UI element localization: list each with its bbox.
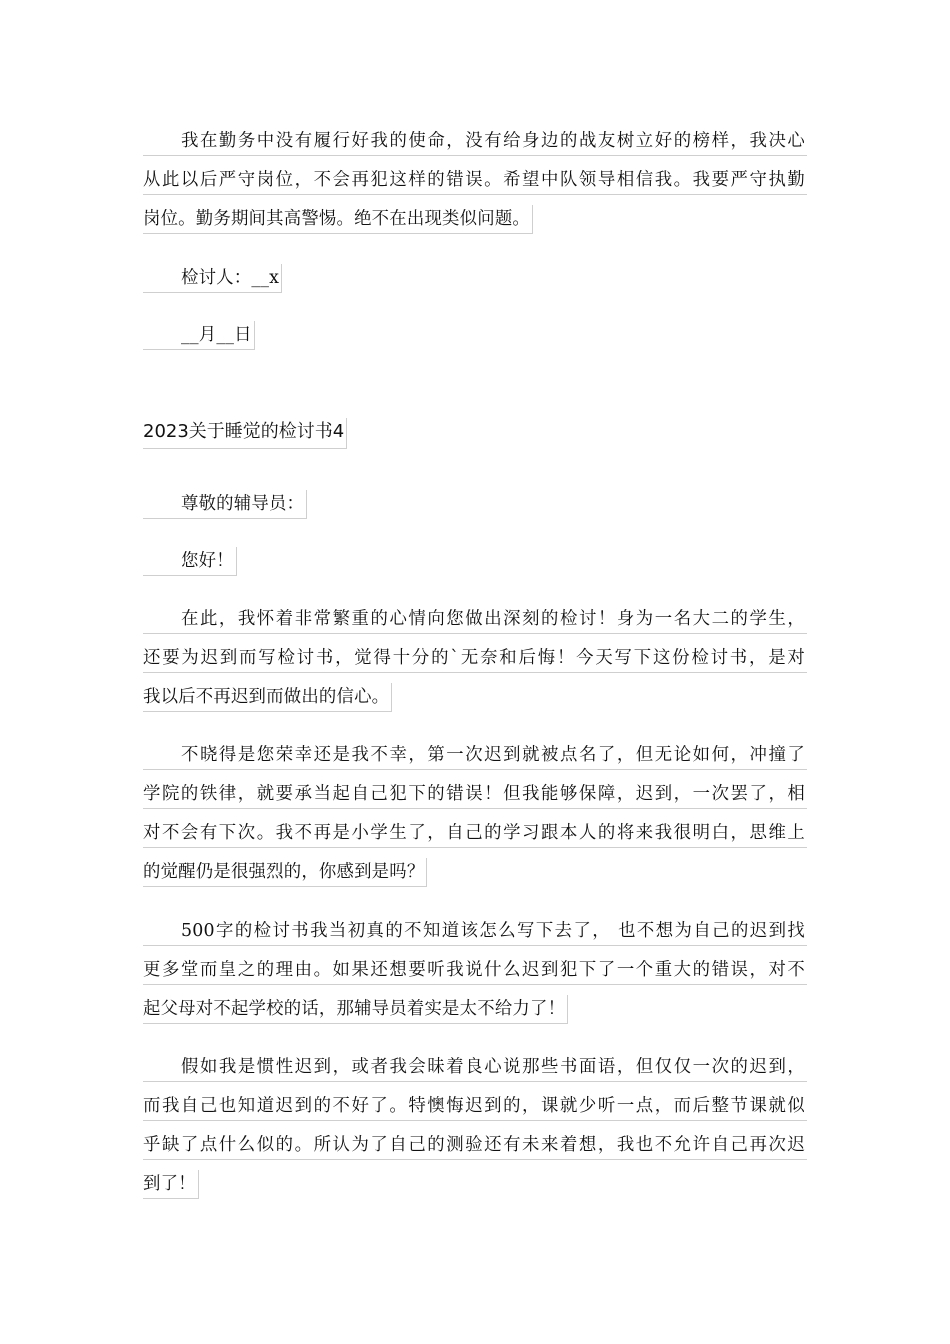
text-line: 学院的铁律，就要承当起自己犯下的错误！但我能够保障，迟到，一次罢了，相 (143, 780, 807, 819)
text-line: 的觉醒仍是很强烈的，你感到是吗？ (143, 858, 807, 897)
greeting (143, 547, 807, 586)
text-line: 起父母对不起学校的话，那辅导员着实是太不给力了！ (143, 995, 807, 1034)
paragraph-resolution (143, 1053, 807, 1209)
text-line: 检讨人：__x (143, 264, 807, 303)
text-line: __月__日 (143, 321, 807, 360)
text-line: 还要为迟到而写检讨书，觉得十分的`无奈和后悔！今天写下这份检讨书，是对 (143, 644, 807, 683)
text-line: 您好！ (143, 547, 807, 586)
text-line: 不晓得是您荣幸还是我不幸，第一次迟到就被点名了，但无论如何，冲撞了 (143, 741, 807, 780)
paragraph-commitment (143, 127, 807, 244)
text-line: 而我自己也知道迟到的不好了。特懊悔迟到的，课就少听一点，而后整节课就似 (143, 1092, 807, 1131)
paragraph-reflection (143, 741, 807, 897)
text-line: 岗位。勤务期间其高警惕。绝不在出现类似问题。 (143, 205, 807, 244)
salutation (143, 490, 807, 529)
text-line: 我以后不再迟到而做出的信心。 (143, 683, 807, 722)
text-line: 更多堂而皇之的理由。如果还想要听我说什么迟到犯下了一个重大的错误，对不 (143, 956, 807, 995)
date-line (143, 321, 807, 360)
text-line: 500字的检讨书我当初真的不知道该怎么写下去了， 也不想为自己的迟到找 (143, 917, 807, 956)
text-line: 假如我是惯性迟到，或者我会昧着良心说那些书面语，但仅仅一次的迟到， (143, 1053, 807, 1092)
text-line: 乎缺了点什么似的。所认为了自己的测验还有未来着想，我也不允许自己再次迟 (143, 1131, 807, 1170)
text-line: 我在勤务中没有履行好我的使命，没有给身边的战友树立好的榜样，我决心 (143, 127, 807, 166)
section-title: 2023关于睡觉的检讨书4 (143, 418, 347, 449)
text-line: 对不会有下次。我不再是小学生了，自己的学习跟本人的将来我很明白，思维上 (143, 819, 807, 858)
paragraph-intro (143, 605, 807, 722)
signature-line (143, 264, 807, 303)
text-line: 到了！ (143, 1170, 807, 1209)
text-line: 从此以后严守岗位，不会再犯这样的错误。希望中队领导相信我。我要严守执勤 (143, 166, 807, 205)
text-line: 尊敬的辅导员： (143, 490, 807, 529)
text-line: 在此，我怀着非常繁重的心情向您做出深刻的检讨！身为一名大二的学生， (143, 605, 807, 644)
paragraph-apology (143, 917, 807, 1034)
